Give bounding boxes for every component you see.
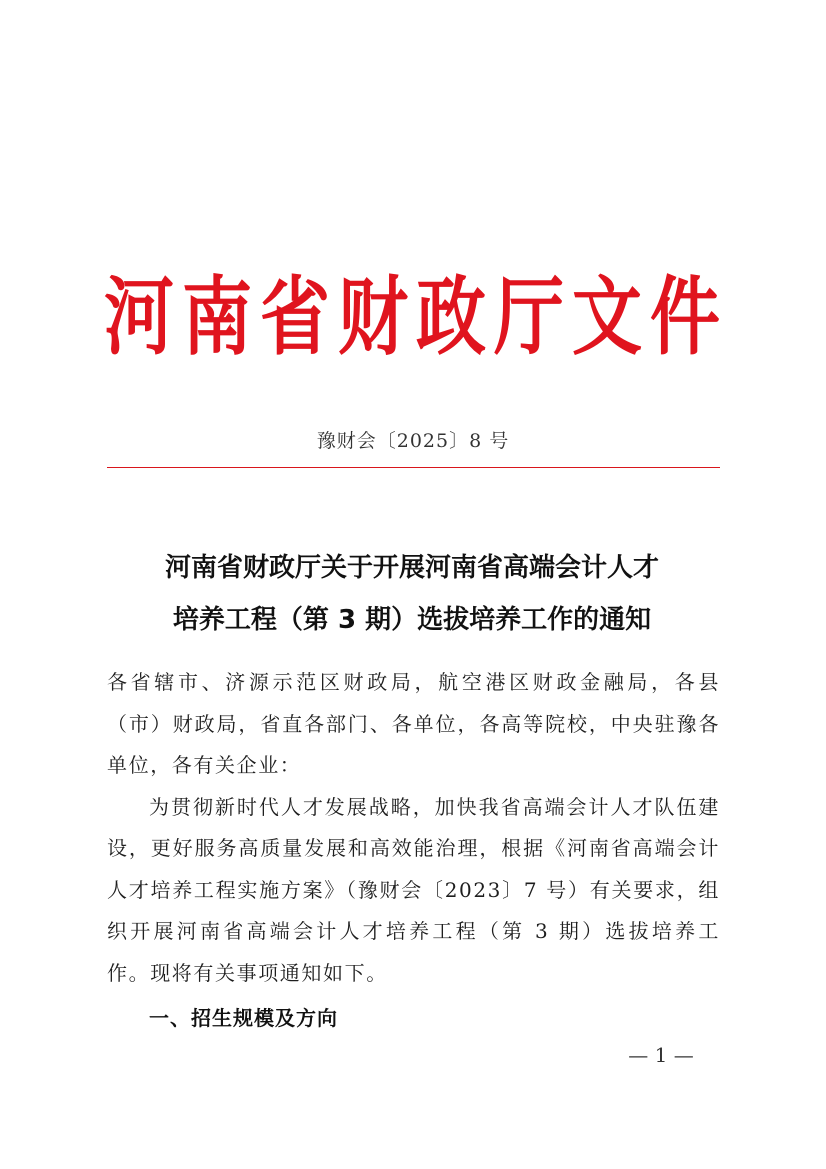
section-heading-1: 一、招生规模及方向 [149, 1006, 338, 1030]
document-title [104, 542, 720, 646]
masthead-char: 件 [650, 265, 720, 368]
masthead-char: 财 [338, 265, 408, 368]
masthead-char: 河 [104, 265, 174, 368]
document-body [107, 662, 720, 994]
addressee-paragraph: 各省辖市、济源示范区财政局，航空港区财政金融局，各县（市）财政局，省直各部门、各单位，各高等院校，中央驻豫各单位，各有关企业： [107, 670, 720, 777]
masthead-char: 厅 [494, 265, 564, 368]
masthead-char: 省 [260, 265, 330, 368]
masthead-char: 政 [416, 265, 486, 368]
document-number: 豫财会〔2025〕8 号 [316, 430, 510, 452]
masthead-char: 南 [182, 265, 252, 368]
body-paragraph-1: 为贯彻新时代人才发展战略，加快我省高端会计人才队伍建设，更好服务高质量发展和高效能治理，根据《河南省高端会计人才培养工程实施方案》（豫财会〔2023〕7 号）有关要求，组织开展河南省高端会计人才培养工程（第 3 期）选拔培养工作。现将有关事项通知如下。 [107, 794, 720, 985]
page-number: — 1 — [628, 1043, 694, 1067]
red-divider-line [107, 467, 720, 468]
masthead-char: 文 [572, 265, 642, 368]
document-title-line-2: 培养工程（第 3 期）选拔培养工作的通知 [172, 605, 652, 635]
document-title-line-1: 河南省财政厅关于开展河南省高端会计人才 [164, 553, 659, 583]
masthead-title [104, 262, 720, 372]
